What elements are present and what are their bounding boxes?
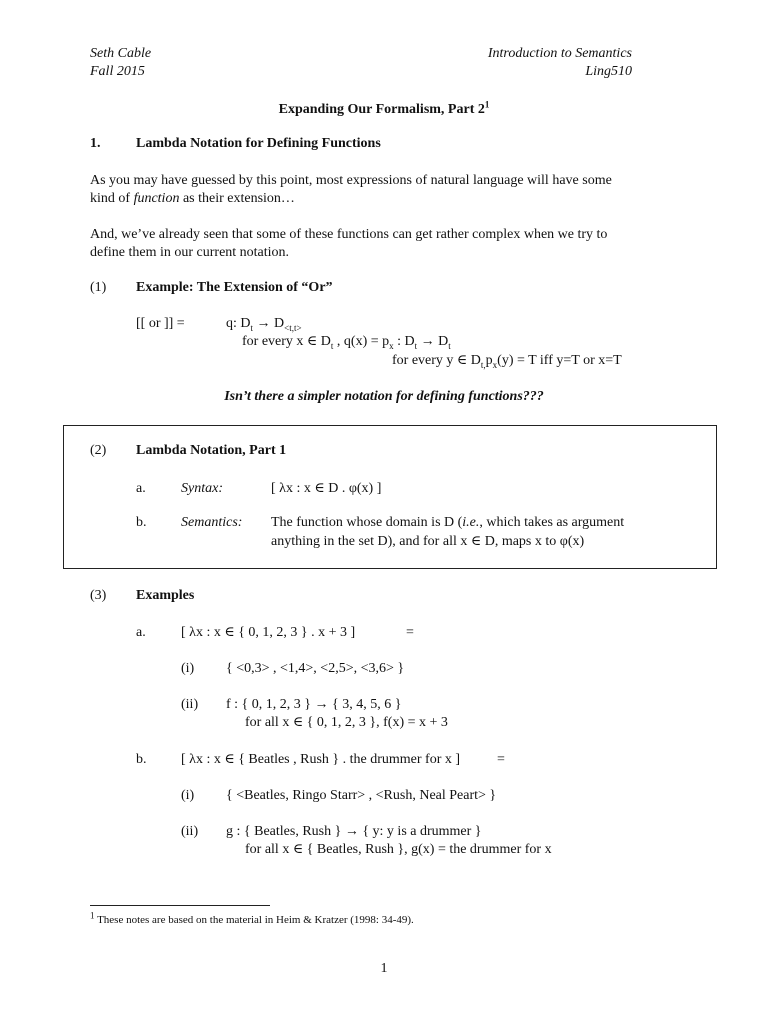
- footnote-text: These notes are based on the material in Heim & Kratzer (1998: 34-49).: [97, 914, 414, 926]
- ex3a-expression: [ λx : x ∈ { 0, 1, 2, 3 } . x + 3 ]: [181, 625, 356, 640]
- para1-line1: As you may have guessed by this point, most expressions of natural language will have some: [90, 173, 612, 188]
- para1-line2-post: as their extension…: [179, 191, 295, 206]
- ex2-a-value: [ λx : x ∈ D . φ(x) ]: [271, 481, 382, 496]
- ex3a-ii-label: (ii): [181, 697, 199, 712]
- page-number: 1: [380, 961, 388, 976]
- ex1-heading: Example: The Extension of “Or”: [136, 280, 333, 295]
- footnote-rule: [90, 905, 270, 906]
- course-code: Ling510: [585, 64, 632, 79]
- para2-line2: define them in our current notation.: [90, 245, 290, 260]
- ex2-b-line1-post: , which takes as argument: [479, 515, 625, 530]
- page-title: [0, 99, 768, 119]
- title-footnote-mark: 1: [484, 99, 490, 110]
- author: Seth Cable: [90, 46, 152, 61]
- ex1-q-cond: for every x ∈ $D_t$ , $q(x) = p_x$ : $D_t \to D_t$: [242, 334, 451, 351]
- ex3b-expression: [ λx : x ∈ { Beatles , Rush } . the drummer for x ]: [181, 752, 461, 767]
- ex3-heading: Examples: [136, 588, 195, 603]
- term: Fall 2015: [90, 64, 145, 79]
- ex3a-i-value: { <0,3> , <1,4>, <2,5>, <3,6> }: [226, 661, 405, 676]
- section-number: 1.: [90, 136, 101, 151]
- ex2-a-term: Syntax:: [181, 481, 223, 496]
- ex3b-label: b.: [136, 752, 147, 767]
- ex3b-i-value: { <Beatles, Ringo Starr> , <Rush, Neal Peart> }: [226, 788, 497, 803]
- course-title: Introduction to Semantics: [487, 46, 632, 61]
- ex3b-equals: =: [497, 752, 505, 767]
- ex3a-ii-line1: f : { 0, 1, 2, 3 } → { 3, 4, 5, 6 }: [226, 697, 402, 712]
- ex3a-ii-line2: for all x ∈ { 0, 1, 2, 3 }, f(x) = x + 3: [245, 715, 448, 730]
- question: Isn’t there a simpler notation for defining functions???: [224, 389, 544, 404]
- ex2-b-label: b.: [136, 515, 147, 530]
- ex2-b-line1: [271, 515, 624, 532]
- ex3b-i-label: (i): [181, 788, 195, 803]
- ex3-number: (3): [90, 588, 107, 603]
- ex3a-i-label: (i): [181, 661, 195, 676]
- ex2-number: (2): [90, 443, 107, 458]
- para1-emphasis: function: [133, 191, 180, 206]
- para2-line1: And, we’ve already seen that some of these functions can get rather complex when we try to: [90, 227, 608, 242]
- footnote-mark: 1: [90, 910, 95, 921]
- ex2-b-line1-pre: The function whose domain is D (: [271, 515, 463, 530]
- ex2-b-term: Semantics:: [181, 515, 243, 530]
- ex2-heading: Lambda Notation, Part 1: [136, 443, 287, 458]
- ex3b-ii-label: (ii): [181, 824, 199, 839]
- page-title-text: Expanding Our Formalism, Part 2: [278, 102, 485, 117]
- ex3b-ii-line1: g : { Beatles, Rush } → { y: y is a drummer }: [226, 824, 482, 839]
- ex1-number: (1): [90, 280, 107, 295]
- section-heading: Lambda Notation for Defining Functions: [136, 136, 381, 151]
- ex3b-ii-line2: for all x ∈ { Beatles, Rush }, g(x) = the drummer for x: [245, 842, 552, 857]
- para1-line2-pre: kind of: [90, 191, 134, 206]
- footnote: [90, 910, 414, 927]
- ex2-a-label: a.: [136, 481, 146, 496]
- ex3a-label: a.: [136, 625, 146, 640]
- ex2-b-line1-em: i.e.: [462, 515, 480, 530]
- ex1-p-cond: for every y ∈ $D_{t,}p_x(y) = T$ iff y=T or x=T: [392, 353, 622, 370]
- ex1-q-def: q: $D_t \to D_{<t,t>}$: [226, 316, 302, 333]
- para1-line2: [90, 191, 295, 208]
- ex3a-equals: =: [406, 625, 414, 640]
- ex2-b-line2: anything in the set D), and for all x ∈ D, maps x to φ(x): [271, 534, 585, 549]
- ex1-lhs: [[ or ]] =: [136, 316, 185, 331]
